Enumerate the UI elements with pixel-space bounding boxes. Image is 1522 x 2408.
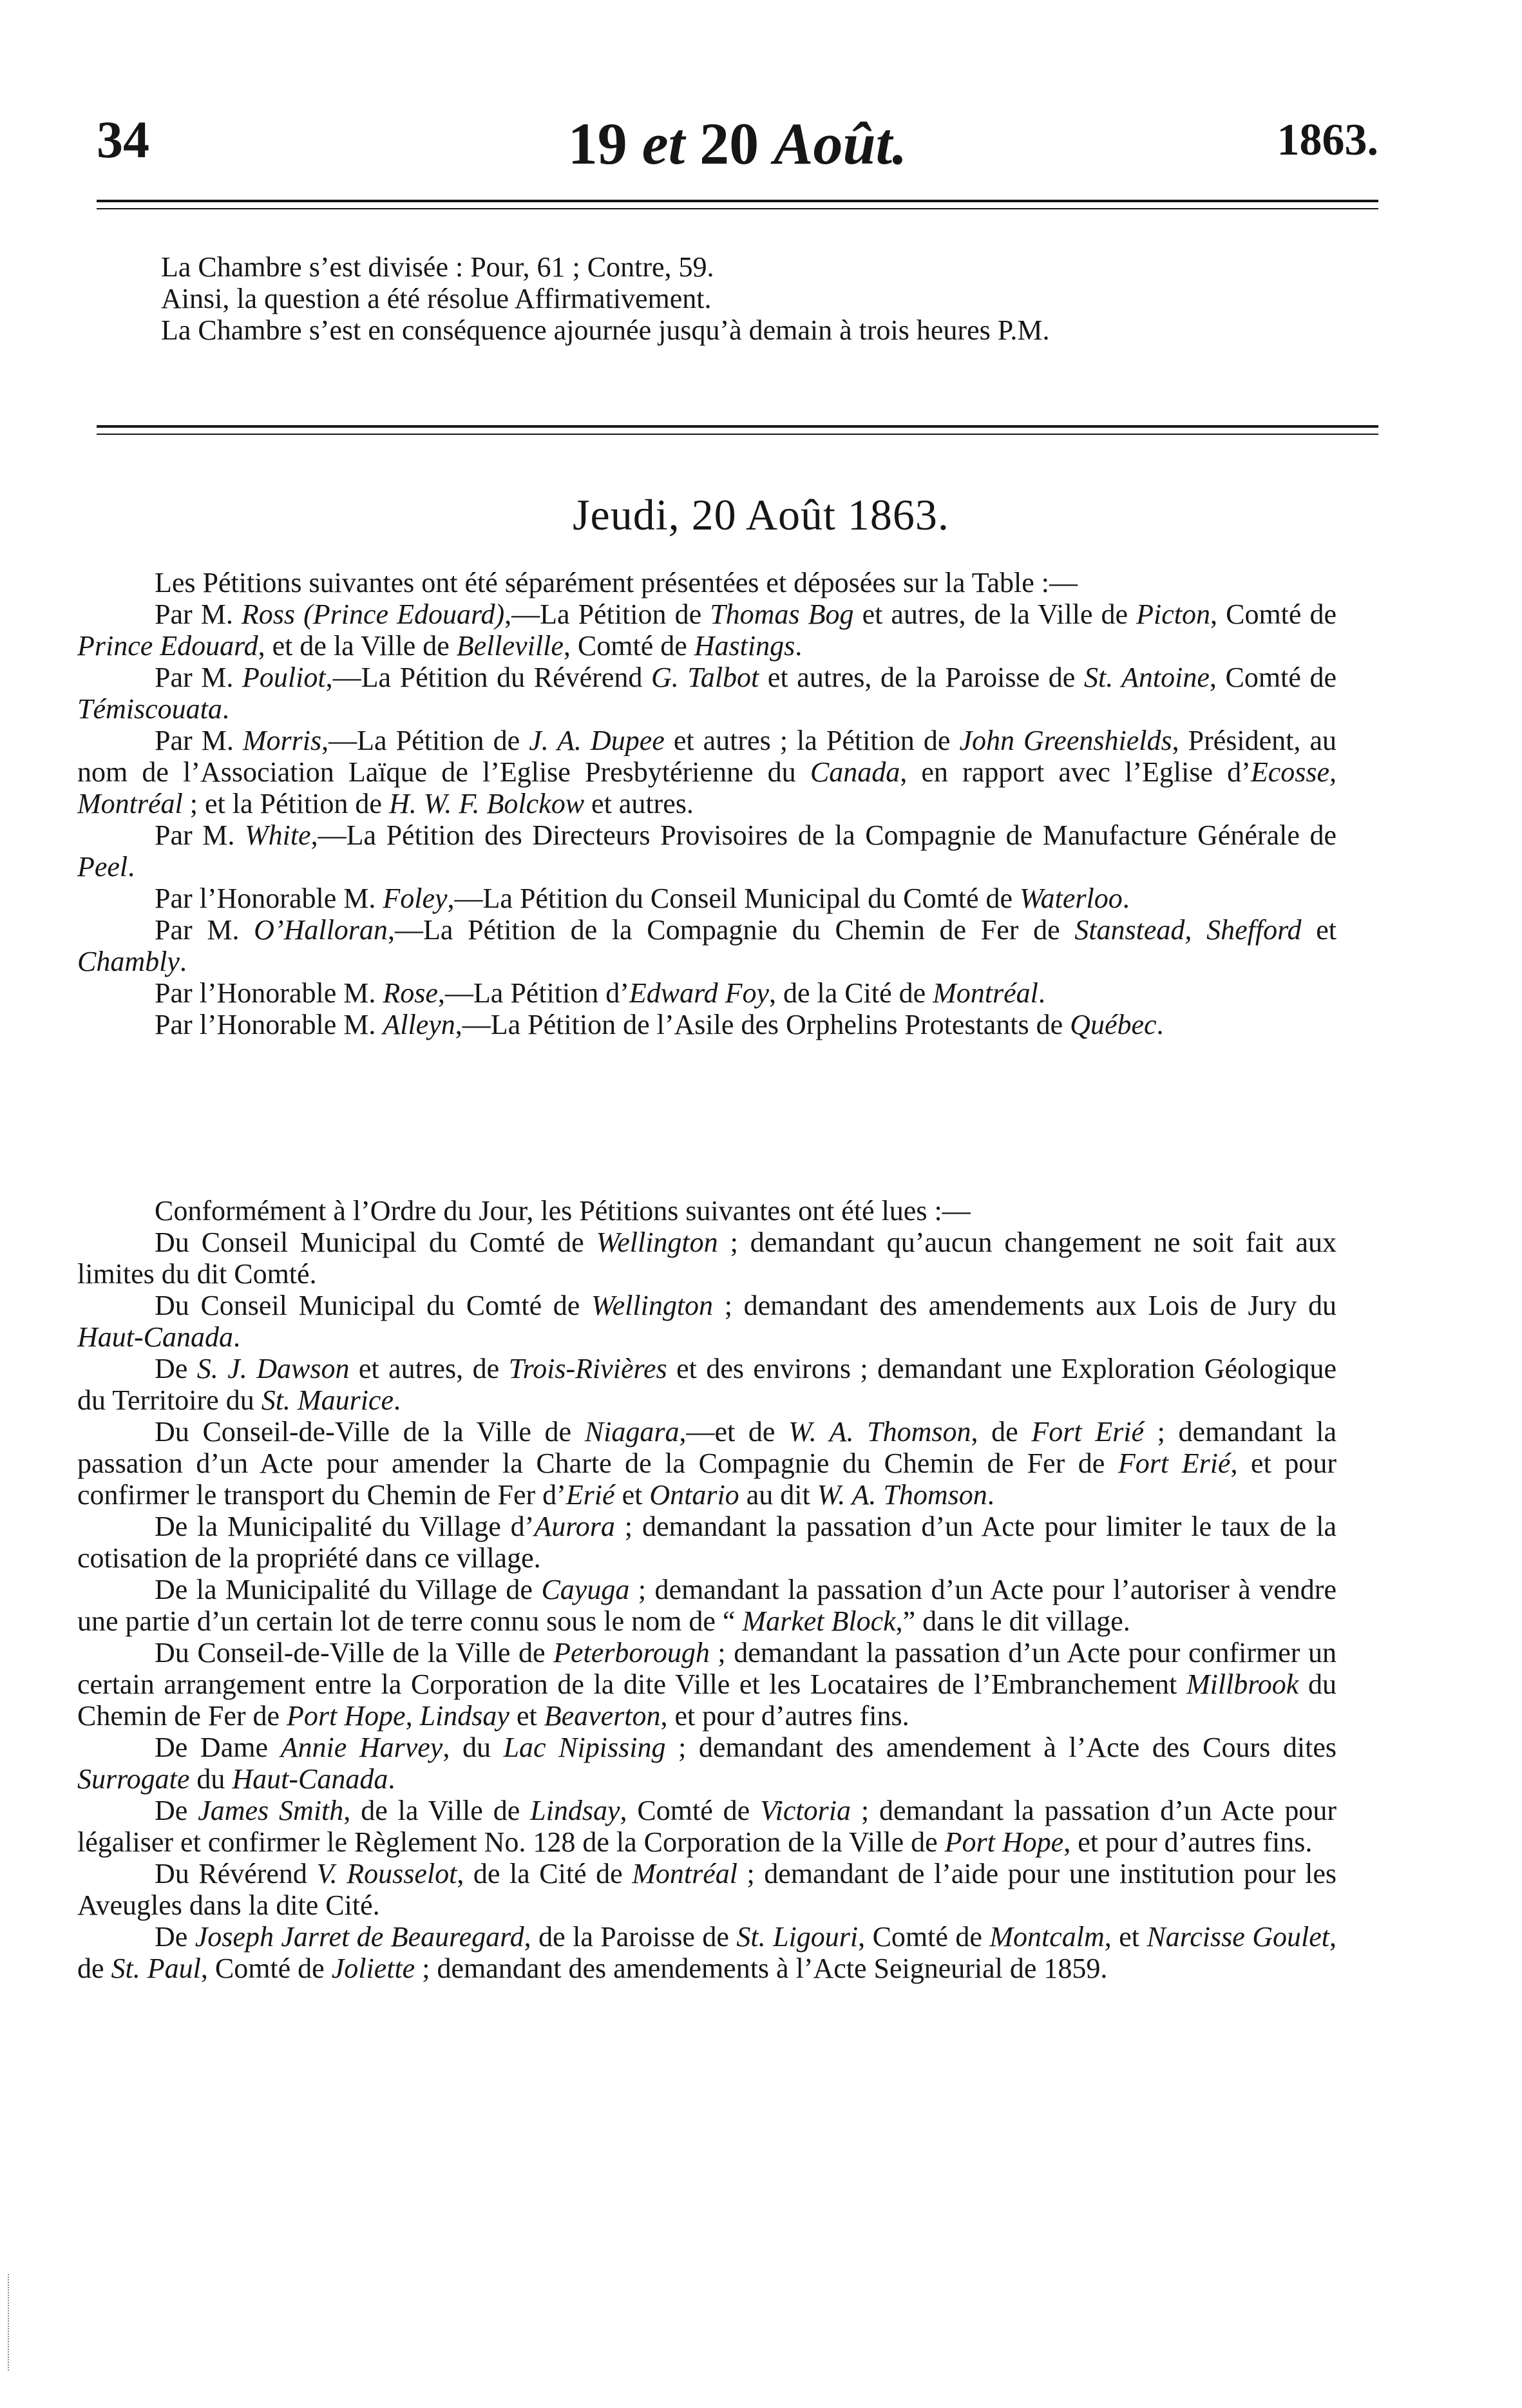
day-heading: Jeudi, 20 Août 1863. [573,490,949,539]
section-double-rule [97,425,1378,435]
header-double-rule [97,200,1378,209]
petitions-read-section [77,1195,1337,1984]
petitions-presented-section [77,567,1337,1040]
read-petition-paragraph: Du Conseil-de-Ville de la Ville de Niagara,—et de W. A. Thomson, de Fort Erié ; demandant la passation d’un Acte pour amender la Charte de la Compagnie du Chemin de Fer de Fort Erié, et pour confirmer le transport du Chemin de Fer d’Erié et Ontario au dit W. A. Thomson. [77,1416,1337,1511]
read-petition-paragraph: De la Municipalité du Village de Cayuga ; demandant la passation d’un Acte pour l’autoriser à vendre une partie d’un certain lot de terre connu sous le nom de “ Market Block,” dans le dit village. [77,1574,1337,1637]
read-petition-paragraph: De la Municipalité du Village d’Aurora ; demandant la passation d’un Acte pour limiter le taux de la cotisation de la propriété dans ce village. [77,1511,1337,1574]
division-summary [77,251,1337,346]
page-title: 19 et 20 Août. [567,111,908,177]
read-petition-paragraph: De Dame Annie Harvey, du Lac Nipissing ; demandant des amendement à l’Acte des Cours dites Surrogate du Haut-Canada. [77,1732,1337,1795]
petition-paragraph: Par M. O’Halloran,—La Pétition de la Compagnie du Chemin de Fer de Stanstead, Shefford et Chambly. [77,914,1337,977]
read-petition-paragraph: Du Conseil Municipal du Comté de Wellington ; demandant des amendements aux Lois de Jury du Haut-Canada. [77,1290,1337,1353]
division-line: La Chambre s’est divisée : Pour, 61 ; Contre, 59. [161,251,714,283]
petition-paragraph: Par M. Ross (Prince Edouard),—La Pétition de Thomas Bog et autres, de la Ville de Picton, Comté de Prince Edouard, et de la Ville de Belleville, Comté de Hastings. [77,598,1337,662]
petition-paragraph: Par M. Pouliot,—La Pétition du Révérend G. Talbot et autres, de la Paroisse de St. Antoine, Comté de Témiscouata. [77,662,1337,725]
petition-paragraph: Par l’Honorable M. Rose,—La Pétition d’Edward Foy, de la Cité de Montréal. [155,977,1045,1009]
petitions-read-lead: Conformément à l’Ordre du Jour, les Pétitions suivantes ont été lues :— [155,1195,971,1227]
petitions-presented-lead: Les Pétitions suivantes ont été séparément présentées et déposées sur la Table :— [155,567,1078,598]
read-petition-paragraph: De S. J. Dawson et autres, de Trois-Rivières et des environs ; demandant une Exploration Géologique du Territoire du St. Maurice. [77,1353,1337,1416]
running-header [97,110,1378,180]
scan-edge-marks [8,2274,13,2371]
resolution-line: Ainsi, la question a été résolue Affirmativement. [161,283,712,314]
read-petition-paragraph: De James Smith, de la Ville de Lindsay, Comté de Victoria ; demandant la passation d’un Acte pour légaliser et confirmer le Règlement No. 128 de la Corporation de la Ville de Port Hope, et pour d’autres fins. [77,1795,1337,1858]
petition-paragraph: Par M. White,—La Pétition des Directeurs Provisoires de la Compagnie de Manufacture Générale de Peel. [77,819,1337,883]
read-petition-paragraph: Du Conseil Municipal du Comté de Wellington ; demandant qu’aucun changement ne soit fait aux limites du dit Comté. [77,1227,1337,1290]
petition-paragraph: Par l’Honorable M. Foley,—La Pétition du Conseil Municipal du Comté de Waterloo. [155,883,1130,914]
page-number: 34 [97,110,149,169]
header-year: 1863. [1277,115,1378,165]
adjournment-line: La Chambre s’est en conséquence ajournée jusqu’à demain à trois heures P.M. [161,314,1050,346]
read-petition-paragraph: Du Révérend V. Rousselot, de la Cité de Montréal ; demandant de l’aide pour une institution pour les Aveugles dans la dite Cité. [77,1858,1337,1921]
petition-paragraph: Par M. Morris,—La Pétition de J. A. Dupee et autres ; la Pétition de John Greenshields, Président, au nom de l’Association Laïque de l’Eglise Presbytérienne du Canada, en rapport avec l’Eglise d’Ecosse, Montréal ; et la Pétition de H. W. F. Bolckow et autres. [77,725,1337,819]
read-petition-paragraph: De Joseph Jarret de Beauregard, de la Paroisse de St. Ligouri, Comté de Montcalm, et Narcisse Goulet, de St. Paul, Comté de Joliette ; demandant des amendements à l’Acte Seigneurial de 1859. [77,1921,1337,1984]
read-petition-paragraph: Du Conseil-de-Ville de la Ville de Peterborough ; demandant la passation d’un Acte pour confirmer un certain arrangement entre la Corporation de la dite Ville et les Locataires de l’Embranchement Millbrook du Chemin de Fer de Port Hope, Lindsay et Beaverton, et pour d’autres fins. [77,1637,1337,1732]
petition-paragraph: Par l’Honorable M. Alleyn,—La Pétition de l’Asile des Orphelins Protestants de Québec. [155,1009,1164,1040]
